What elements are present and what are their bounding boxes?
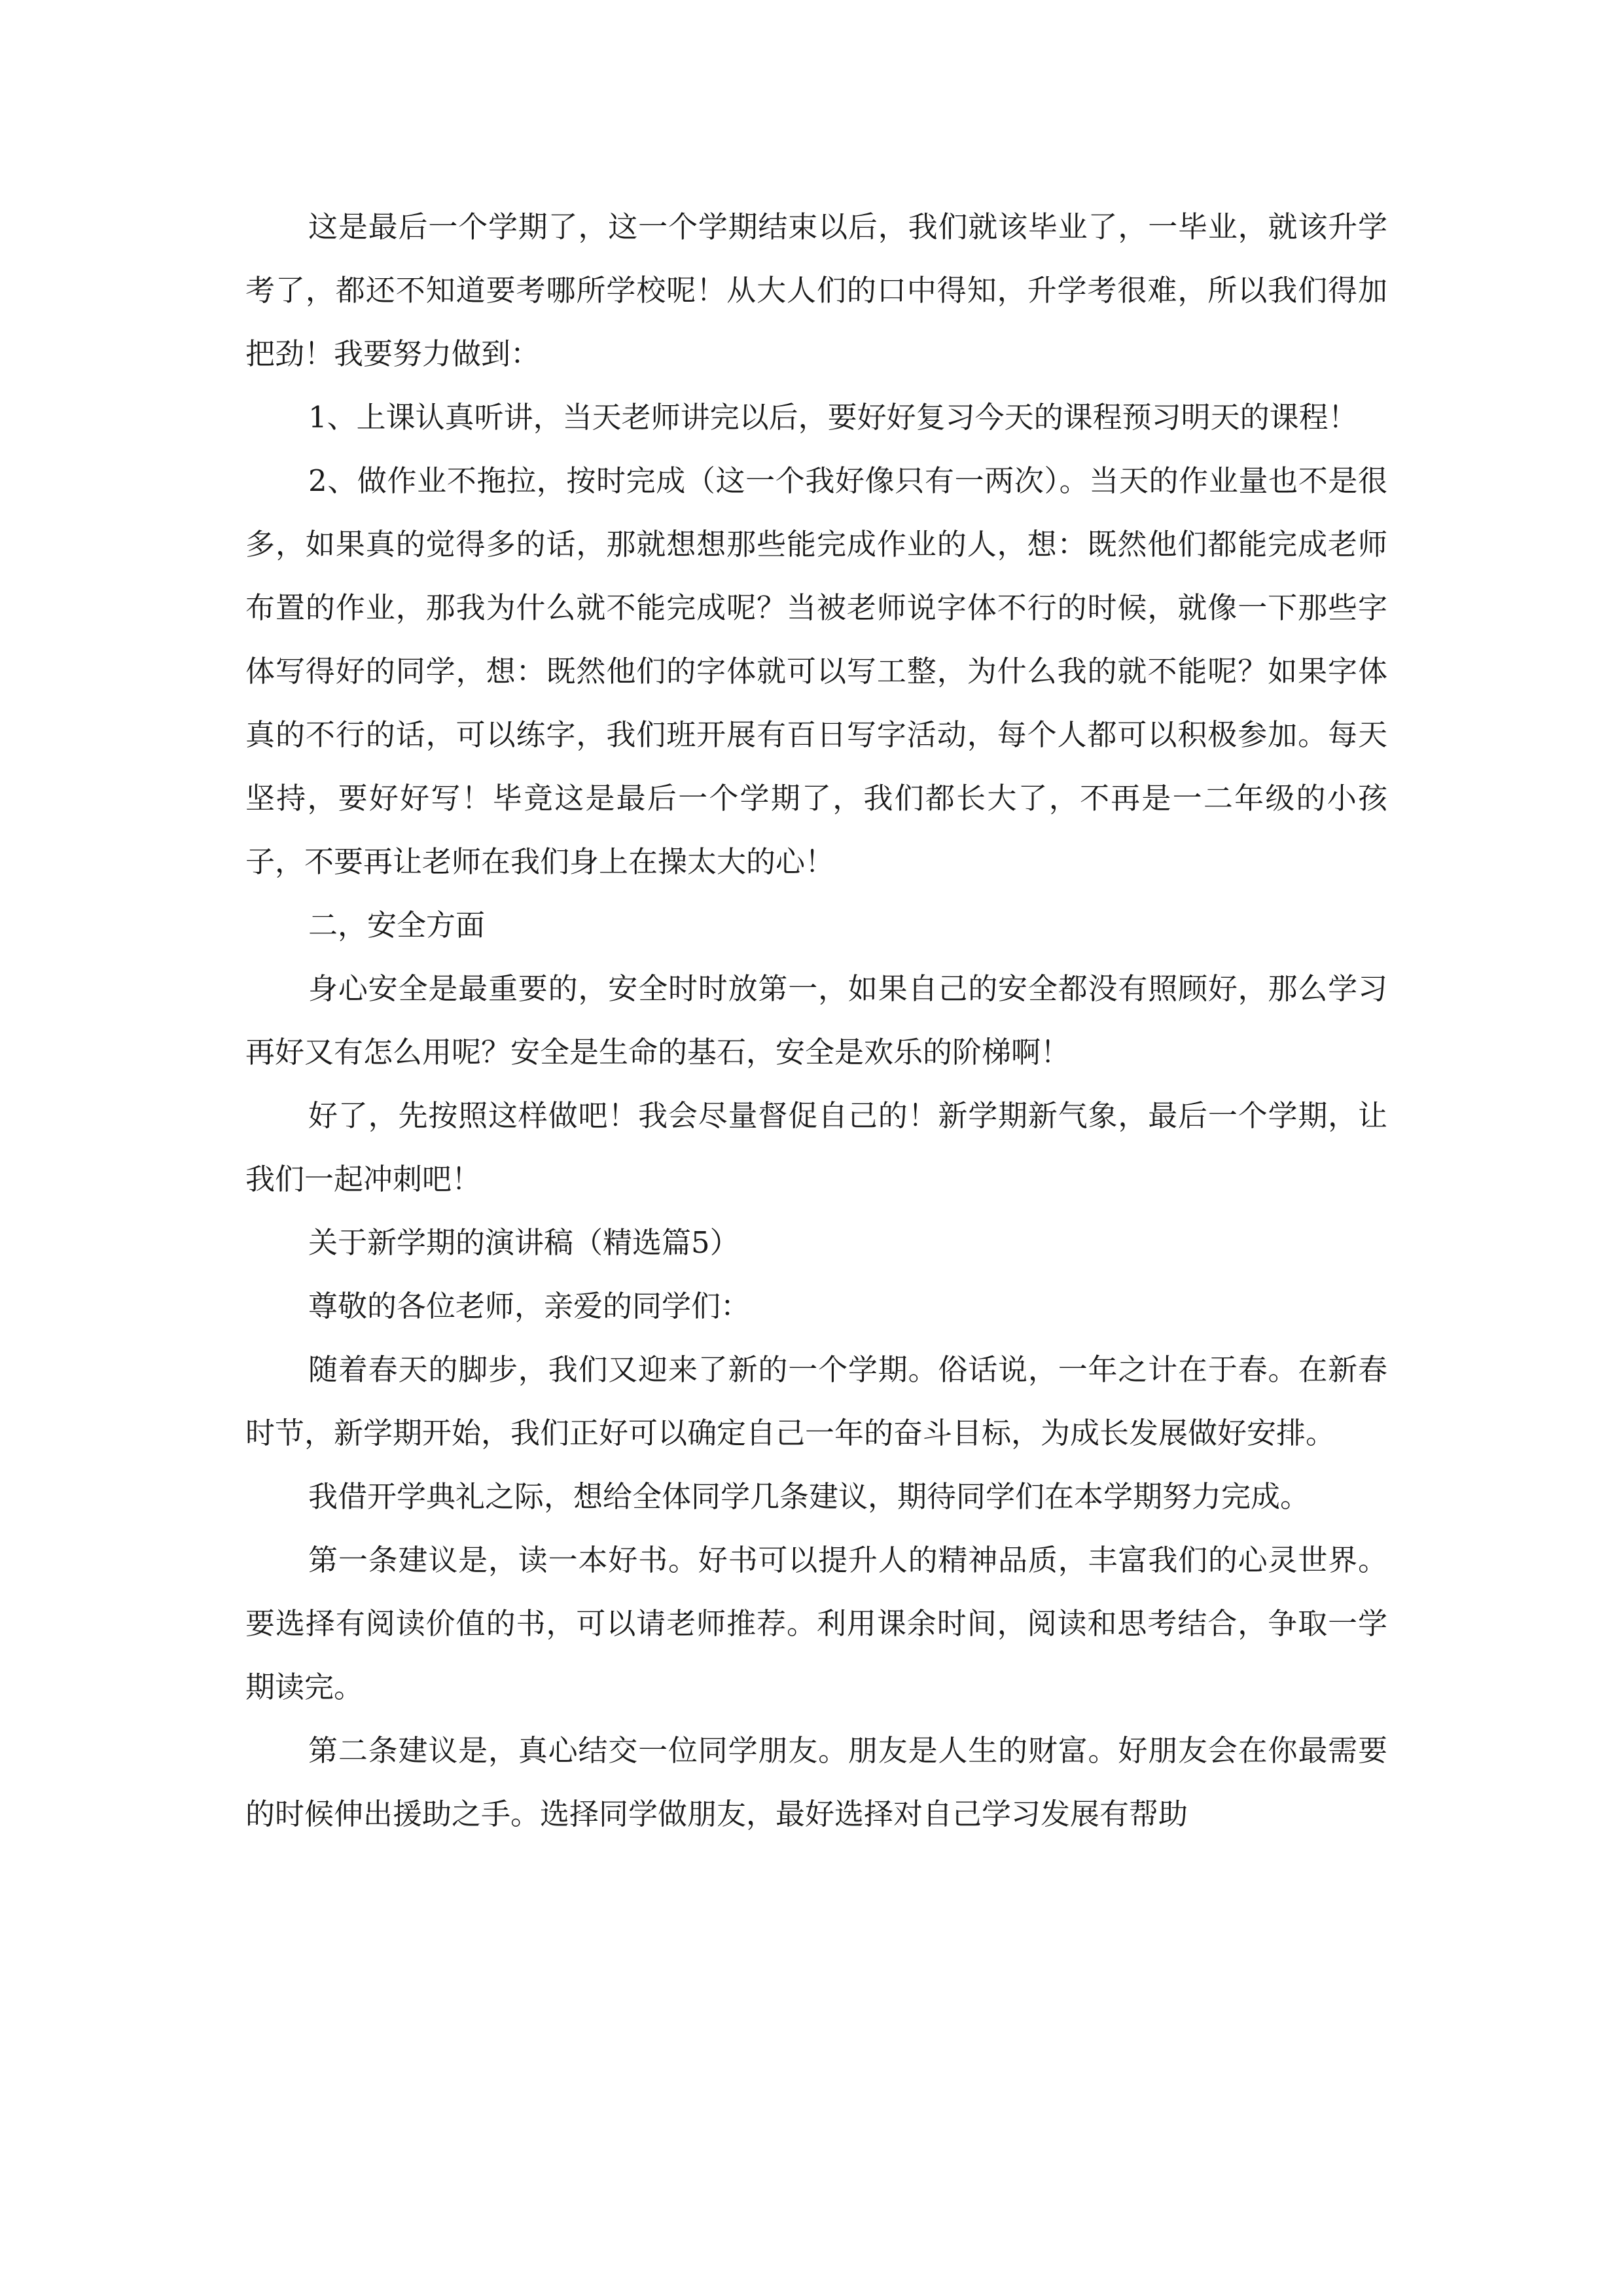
paragraph: 1、上课认真听讲，当天老师讲完以后，要好好复习今天的课程预习明天的课程！ bbox=[308, 400, 1358, 435]
paragraph: 第二条建议是，真心结交一位同学朋友。朋友是人生的财富。好朋友会在你最需要的时候伸出援助之手。选择同学做朋友，最好选择对自己学习发展有帮助 bbox=[245, 1733, 1387, 1831]
paragraph: 身心安全是最重要的，安全时时放第一，如果自己的安全都没有照顾好，那么学习再好又有怎么用呢？安全是生命的基石，安全是欢乐的阶梯啊！ bbox=[245, 971, 1387, 1069]
document-body bbox=[245, 195, 1387, 1846]
paragraph: 好了，先按照这样做吧！我会尽量督促自己的！新学期新气象，最后一个学期，让我们一起冲刺吧！ bbox=[245, 1098, 1387, 1196]
paragraph: 随着春天的脚步，我们又迎来了新的一个学期。俗话说，一年之计在于春。在新春时节，新学期开始，我们正好可以确定自己一年的奋斗目标，为成长发展做好安排。 bbox=[245, 1352, 1387, 1450]
paragraph: 我借开学典礼之际，想给全体同学几条建议，期待同学们在本学期努力完成。 bbox=[308, 1479, 1310, 1514]
section-heading: 二，安全方面 bbox=[308, 908, 486, 942]
paragraph: 2、做作业不拖拉，按时完成（这一个我好像只有一两次）。当天的作业量也不是很多，如果真的觉得多的话，那就想想那些能完成作业的人，想：既然他们都能完成老师布置的作业，那我为什么就不能完成呢？当被老师说字体不行的时候，就像一下那些字体写得好的同学，想：既然他们的字体就可以写工整，为什么我的就不能呢？如果字体真的不行的话，可以练字，我们班开展有百日写字活动，每个人都可以积极参加。每天坚持，要好好写！毕竟这是最后一个学期了，我们都长大了，不再是一二年级的小孩子，不要再让老师在我们身上在操太大的心！ bbox=[245, 463, 1387, 879]
paragraph: 第一条建议是，读一本好书。好书可以提升人的精神品质，丰富我们的心灵世界。要选择有阅读价值的书，可以请老师推荐。利用课余时间，阅读和思考结合，争取一学期读完。 bbox=[245, 1543, 1387, 1704]
paragraph: 这是最后一个学期了，这一个学期结束以后，我们就该毕业了，一毕业，就该升学考了，都还不知道要考哪所学校呢！从大人们的口中得知，升学考很难，所以我们得加把劲！我要努力做到： bbox=[245, 209, 1387, 371]
salutation: 尊敬的各位老师，亲爱的同学们： bbox=[308, 1289, 751, 1323]
speech-title: 关于新学期的演讲稿（精选篇5） bbox=[308, 1225, 740, 1260]
